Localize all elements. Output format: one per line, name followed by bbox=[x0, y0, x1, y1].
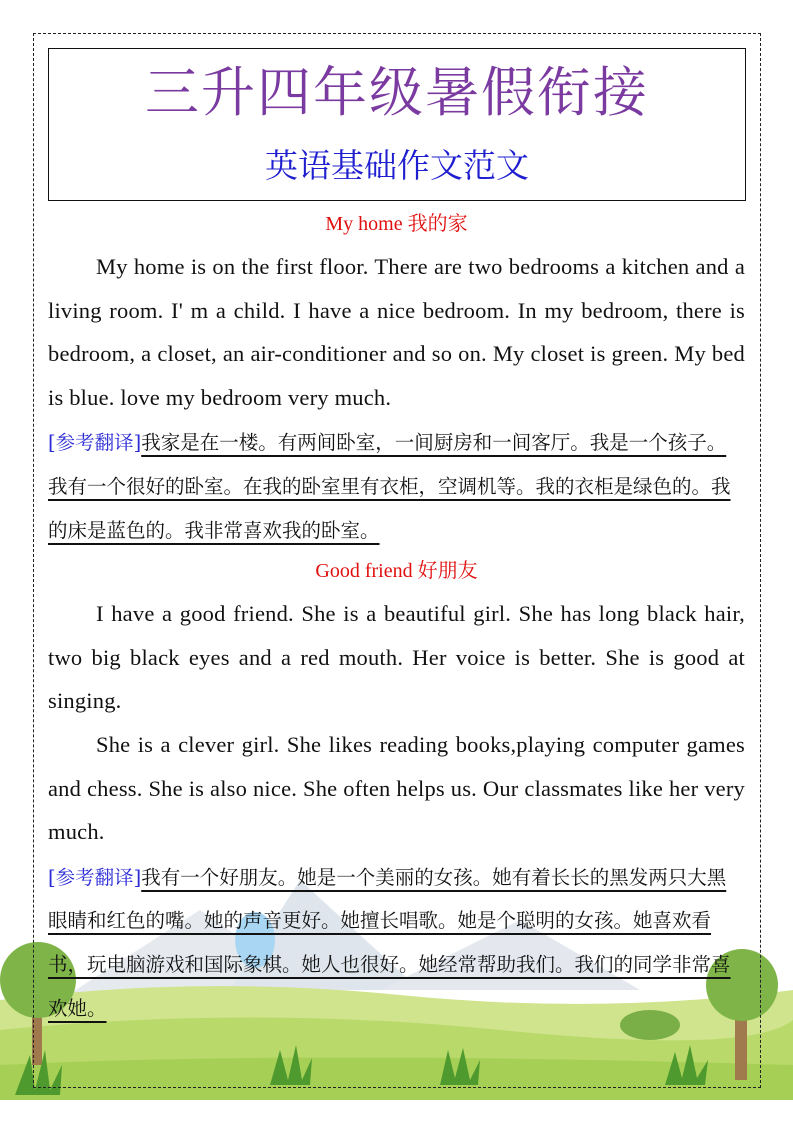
translation-label: [参考翻译] bbox=[48, 431, 142, 455]
page-subtitle: 英语基础作文范文 bbox=[265, 146, 529, 185]
essay-paragraph: My home is on the first floor. There are two bedrooms a kitchen and a living room. I' m a child. I have a nice bedroom. In my bedroom, there is bedroom, a closet, an air-conditioner and so on. My closet is green. My bed is blue. love my bedroom very much. bbox=[48, 254, 745, 410]
translation-block bbox=[48, 421, 745, 552]
essay-good-friend bbox=[48, 552, 745, 1030]
translation-text: 我有一个好朋友。她是一个美丽的女孩。她有着长长的黑发两只大黑眼睛和红色的嘴。她的声音更好。她擅长唱歌。她是个聪明的女孩。她喜欢看书，玩电脑游戏和国际象棋。她人也很好。她经常帮助我们。我们的同学非常喜欢她。 bbox=[48, 865, 731, 1020]
essay-paragraph: I have a good friend. She is a beautiful girl. She has long black hair, two big black eyes and a red mouth. Her voice is better. She is good at singing. bbox=[48, 601, 745, 714]
page-title: 三升四年级暑假衔接 bbox=[145, 61, 649, 124]
document-content bbox=[48, 205, 745, 1030]
essay-heading: Good friend 好朋友 bbox=[315, 560, 478, 583]
essay-paragraph: She is a clever girl. She likes reading books,playing computer games and chess. She is also nice. She often helps us. Our classmates like her very much. bbox=[48, 731, 745, 845]
translation-block bbox=[48, 856, 745, 1030]
translation-label: [参考翻译] bbox=[48, 865, 142, 889]
essay-heading: My home 我的家 bbox=[325, 213, 468, 235]
essay-my-home bbox=[48, 205, 745, 552]
title-box bbox=[48, 48, 746, 201]
translation-text: 我家是在一楼。有两间卧室，一间厨房和一间客厅。我是一个孩子。我有一个很好的卧室。在我的卧室里有衣柜，空调机等。我的衣柜是绿色的。我的床是蓝色的。我非常喜欢我的卧室。 bbox=[48, 431, 731, 542]
